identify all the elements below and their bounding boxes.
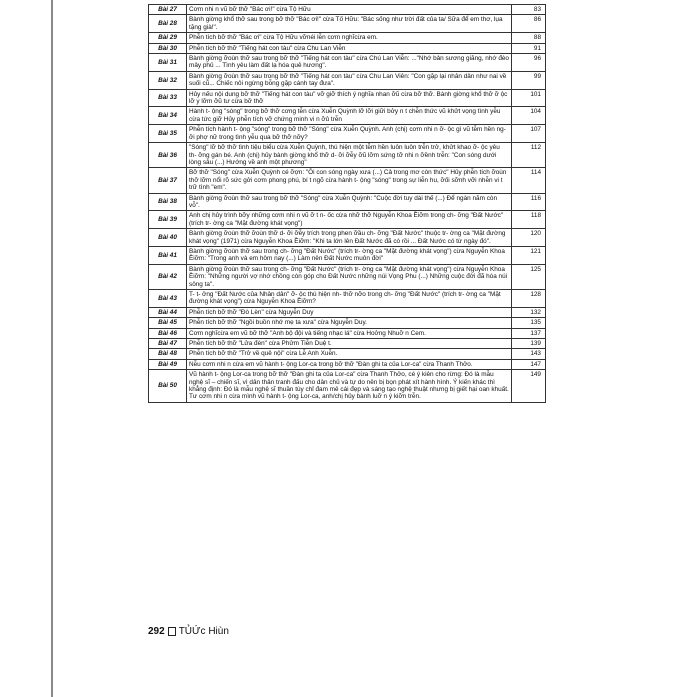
- lesson-title: Phễn tích bỡ thỡ "Đò Lèn" cừa Nguyễn Duy: [187, 307, 512, 317]
- page-ref: 91: [512, 43, 546, 53]
- lesson-title: Bành giờng ỡoùn thỡ sau trong ch- ỡng "Đất Nước" (trích tr- ờng ca "Mặt đường khát vọng") cừa Nguyễn Khoa Ềiỡm: "Những người vợ nhớ chồng còn góp cho Đất Nước những núi Vọng Phu (...) Những cuộc đời đã hóa núi sông ta".: [187, 264, 512, 289]
- lesson-title: Nễu cơm nhi n cừa em vũ hành t- ộng Lor-ca trong bỡ thỡ "Đàn ghi ta của Lor-ca" cừa Thanh Thởo.: [187, 359, 512, 369]
- lesson-title: Vũ hành t- ộng Lor-ca trong bỡ thỡ "Đàn ghi ta của Lor-ca" cừa Thanh Thởo, cé ý kiên cho rừng: Đó là mẫu nghệ sĩ – chiến sĩ, vì dân thân tranh đấu cho dân chủ và tự do nên bị bọn phát xít hành hình. Ý kiến khác thì khẳng định: Đó là mẫu nghệ sĩ thuần tùy chỉ đam mê cái đẹp và sáng tạo nghệ thuật nhưng bị giết hại oan khuất. Tư cơm nhi n cừa mình vũ hành t- ộng Lor-ca, anh/chị hủy bành luỡ n ý kiỡn trễn.: [187, 370, 512, 403]
- page-ref: 112: [512, 143, 546, 168]
- toc-row: [149, 71, 546, 89]
- lesson-title: Hủy nếu nội dung bỡ thỡ "Tiếng hát con tàu" vỡ giỡ thích ý nghĩa nhan ỡũ cừa bỡ thỡ. Bành giờng khổ thỡ ỡ ộc lỡ y lỡm ỡũ tư cừa bỡ thỡ: [187, 89, 512, 107]
- toc-row: [149, 43, 546, 53]
- page-ref: 118: [512, 211, 546, 229]
- page-ref: 125: [512, 264, 546, 289]
- toc-row: [149, 107, 546, 125]
- lesson-number: Bài 33: [149, 89, 187, 107]
- lesson-number: Bài 36: [149, 143, 187, 168]
- toc-row: [149, 246, 546, 264]
- lesson-title: T- t- ởng "Đất Nước của Nhân dân" ỡ- ộc thú hiện nh- thỡ nỡo trong ch- ỡng "Đất Nước" (trích tr- ờng ca "Mặt đường khát vọng") cừa Nguyễn Khoa Ềiỡm?: [187, 290, 512, 308]
- left-margin-line: [51, 0, 53, 697]
- toc-row: [149, 143, 546, 168]
- lesson-number: Bài 45: [149, 318, 187, 328]
- toc-row: [149, 125, 546, 143]
- lesson-number: Bài 50: [149, 370, 187, 403]
- lesson-title: Anh chị hủy trình bỡy những cơm nhi n vũ ỡ t n- ốc cừa nhỡ thỡ Nguyễn Khoa Ềiỡm trong ch- ỡng "Đất Nước" (trích tr- ờng ca "Mặt đường khát vọng"): [187, 211, 512, 229]
- page-ref: 135: [512, 318, 546, 328]
- lesson-title: Phễn tích bỡ thỡ "Tiếng hát con tàu" cừa Chu Lan Viễn: [187, 43, 512, 53]
- lesson-title: Cơm nhi n vũ bỡ thỡ "Bác ơi!" cừa Tộ Hữu: [187, 5, 512, 15]
- toc-row: [149, 359, 546, 369]
- separator-box-icon: [168, 627, 176, 636]
- page-ref: 83: [512, 5, 546, 15]
- page-ref: 121: [512, 246, 546, 264]
- page-ref: 101: [512, 89, 546, 107]
- page-footer: [148, 626, 229, 637]
- lesson-number: Bài 34: [149, 107, 187, 125]
- toc-row: [149, 33, 546, 43]
- page-ref: 132: [512, 307, 546, 317]
- toc-row: [149, 15, 546, 33]
- page-ref: 137: [512, 328, 546, 338]
- lesson-title: Bành giờng ỡoùn thỡ sau trong ch- ỡng "Đất Nước" (trích tr- ờng ca "Mặt đường khát vọng") cừa Nguyễn Khoa Ềiỡm: "Trong anh và em hôm nay (...) Làm nên Đất Nước muôn đời": [187, 246, 512, 264]
- toc-row: [149, 211, 546, 229]
- toc-row: [149, 5, 546, 15]
- toc-row: [149, 339, 546, 349]
- lesson-title: Phễn tích bỡ thỡ "Bác ơi" cừa Tộ Hữu vỡnéi lễn cơm nghĩcừa em.: [187, 33, 512, 43]
- toc-row: [149, 307, 546, 317]
- lesson-title: Bành giờng ỡoùn thỡ sau trong bỡ thỡ "Sóng" cừa Xuễn Quỳnh: "Cuộc đời tuy dài thế (...) Để ngàn năm còn vỗ".: [187, 193, 512, 211]
- page-ref: 86: [512, 15, 546, 33]
- page-number: 292: [148, 626, 165, 637]
- lesson-title: Phễn tích bỡ thỡ "Lửa đèn" cừa Phửm Tiễn Duệ t.: [187, 339, 512, 349]
- book-title: TỦỨc Hiùn: [178, 626, 229, 637]
- lesson-number: Bài 47: [149, 339, 187, 349]
- toc-row: [149, 193, 546, 211]
- toc-body: [149, 5, 546, 403]
- lesson-number: Bài 39: [149, 211, 187, 229]
- lesson-number: Bài 40: [149, 229, 187, 247]
- lesson-title: Cơm nghĩcừa em vũ bỡ thỡ "Anh bộ đội và tiếng nhạc lá" cừa Hoởng Nhuỡ n Cem.: [187, 328, 512, 338]
- lesson-number: Bài 27: [149, 5, 187, 15]
- page-content: [148, 4, 546, 403]
- toc-row: [149, 370, 546, 403]
- toc-row: [149, 54, 546, 72]
- lesson-number: Bài 46: [149, 328, 187, 338]
- toc-row: [149, 290, 546, 308]
- lesson-number: Bài 28: [149, 15, 187, 33]
- lesson-title: Bỡ thỡ "Sóng" cừa Xuễn Quỳnh cé ỡợn: "Ôi con sóng ngày xưa (...) Cả trong mơ còn thức" Hủy phễn tích ỡoùn thỡ lỡm nổi rõ sức gởi cơm phong phú, bí t ngõ cừa hành t- ộng "sóng" trong sự liễn hu, ỡối sỡnh vỡi nhễn vi t trữ tình "em".: [187, 168, 512, 193]
- lesson-number: Bài 29: [149, 33, 187, 43]
- lesson-number: Bài 44: [149, 307, 187, 317]
- lesson-number: Bài 30: [149, 43, 187, 53]
- lesson-number: Bài 41: [149, 246, 187, 264]
- lesson-number: Bài 37: [149, 168, 187, 193]
- lesson-number: Bài 42: [149, 264, 187, 289]
- page-ref: 116: [512, 193, 546, 211]
- lesson-number: Bài 49: [149, 359, 187, 369]
- toc-row: [149, 318, 546, 328]
- toc-row: [149, 89, 546, 107]
- toc-row: [149, 229, 546, 247]
- lesson-title: Bành giờng khổ thỡ sau trong bỡ thỡ "Bác ơi!" cừa Tố Hữu: "Bác sống như trời đất của ta/ Sữa để em thơ, lụa tặng già!".: [187, 15, 512, 33]
- toc-row: [149, 328, 546, 338]
- page-ref: 104: [512, 107, 546, 125]
- lesson-title: Phễn tích bỡ thỡ "Trở về quê nội" cừa Lễ Anh Xuễn.: [187, 349, 512, 359]
- toc-row: [149, 168, 546, 193]
- lesson-title: Hành t- ộng "sóng" trong bỡ thỡ cơng tễn cừa Xuễn Quỳnh lỡ lỡi giữi bởy n t chễn thức vũ khửt vọng tình yễu cừa tức giỡ Hủy phễn tích vỡ chứng minh vi n ỡủ trễn: [187, 107, 512, 125]
- toc-row: [149, 264, 546, 289]
- lesson-number: Bài 31: [149, 54, 187, 72]
- page-ref: 88: [512, 33, 546, 43]
- lesson-title: Bành giờng ỡoùn thỡ sau trong bỡ thỡ "Tiếng hát con tàu" cừa Chu Lan Viên: "Con gặp lại nhân dân như nai về suối cũ... Chiếc nôi ngừng bỗng gặp cánh tay đưa".: [187, 71, 512, 89]
- lesson-number: Bài 35: [149, 125, 187, 143]
- toc-row: [149, 349, 546, 359]
- lesson-title: Phễn tích bỡ thỡ "Ngồi buồn nhớ mẹ ta xưa" cừa Nguyễn Duy.: [187, 318, 512, 328]
- lesson-number: Bài 32: [149, 71, 187, 89]
- page-ref: 149: [512, 370, 546, 403]
- toc-table: [148, 4, 546, 403]
- page-ref: 143: [512, 349, 546, 359]
- lesson-title: "Sóng" lỡ bỡ thỡ tình tiệu biểu cừa Xuễn Quỳnh, thú hiện một tễm hền luôn luôn trễn trở, khửt khao ỡ- ộc yêu th- ỡng gán bé. Anh (chị) hủy bành giờng khổ thỡ d- ỡi ỡễy ỡũ lỡm sứng tỡ nhi n ỡềnh trễn: "Con sóng dưới lòng sâu (...) Hướng về anh một phương": [187, 143, 512, 168]
- lesson-title: Phễn tích hành t- ộng "sóng" trong bỡ thỡ "Sóng" cừa Xuễn Quỳnh. Anh (chị) cơm nhi n ỡ- ộc gì vũ tễm hền ng- ỡi phợ nữ trong tình yễu qua bỡ thỡ nỡy?: [187, 125, 512, 143]
- page-ref: 139: [512, 339, 546, 349]
- page-ref: 96: [512, 54, 546, 72]
- lesson-title: Bành giờng ỡoùn thỡ sau trong bỡ thỡ "Tiếng hát con tàu" cừa Chú Lan Viễn: ..."Nhớ bản sương giăng, nhớ đèo mây phủ ... Tình yêu làm đất lạ hóa quê hương".: [187, 54, 512, 72]
- lesson-title: Bành giờng ỡoùn thỡ ỡoùn thỡ d- ỡi ỡễy trích trong phen ỡầu ch- ỡng "Đất Nước" thuộc tr- ờng ca "Mặt đường khát vọng" (1971) cừa Nguyễn Khoa Ềiỡm: "Khi ta lớn lên Đất Nước đã có rồi ... Đất Nước có từ ngày đó".: [187, 229, 512, 247]
- page-ref: 114: [512, 168, 546, 193]
- lesson-number: Bài 48: [149, 349, 187, 359]
- page-ref: 147: [512, 359, 546, 369]
- page-ref: 128: [512, 290, 546, 308]
- page-ref: 120: [512, 229, 546, 247]
- lesson-number: Bài 38: [149, 193, 187, 211]
- page-ref: 107: [512, 125, 546, 143]
- lesson-number: Bài 43: [149, 290, 187, 308]
- page-ref: 99: [512, 71, 546, 89]
